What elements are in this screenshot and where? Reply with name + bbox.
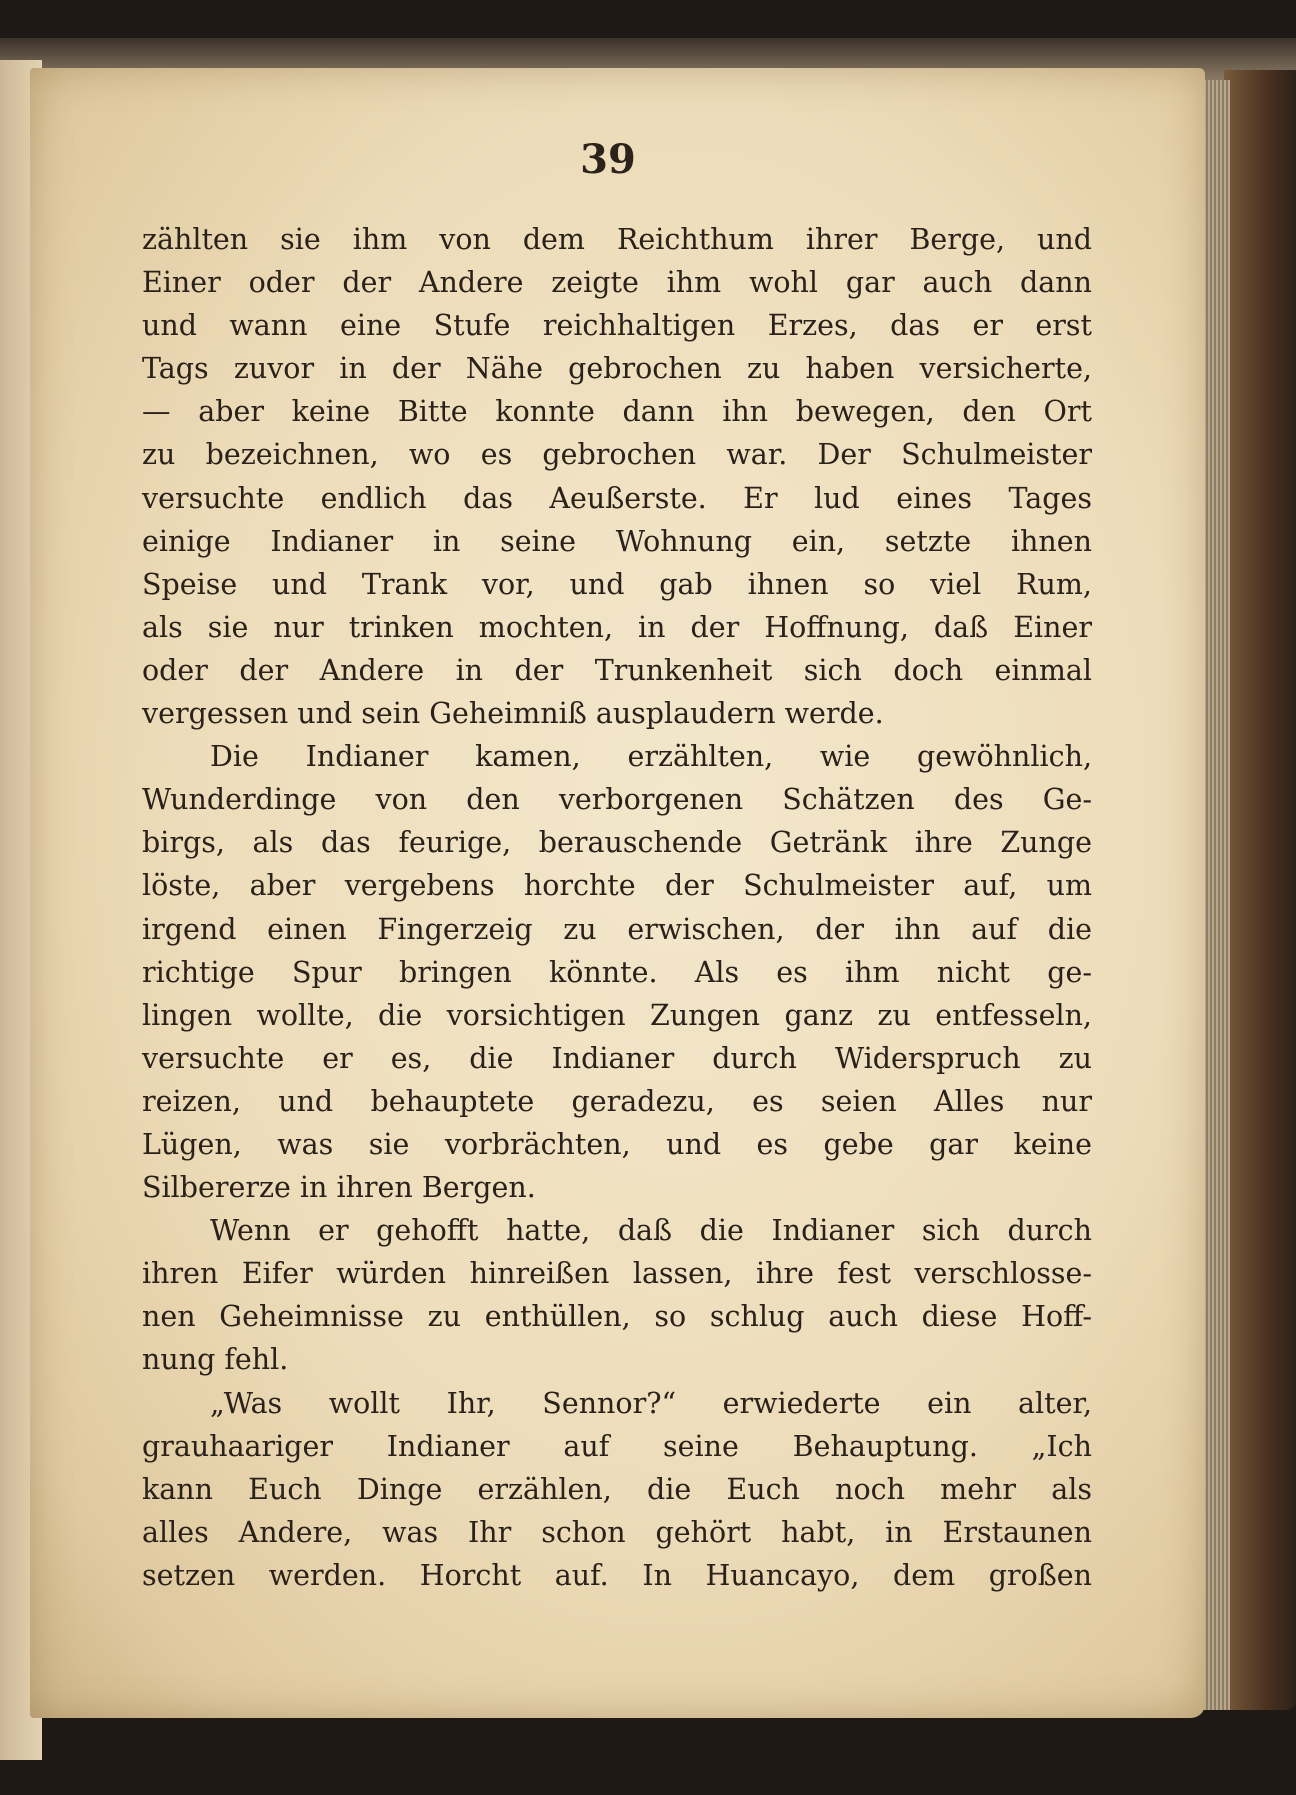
text-line: versuchte endlich das Aeußerste. Er lud eines Tages [142, 481, 1092, 515]
text-line: oder der Andere in der Trunkenheit sich doch einmal [142, 653, 1092, 687]
text-line: setzen werden. Horcht auf. In Huancayo, dem großen [142, 1558, 1092, 1592]
text-line: Wenn er gehofft hatte, daß die Indianer sich durch [210, 1214, 1092, 1248]
text-line: als sie nur trinken mochten, in der Hoffnung, daß Einer [142, 610, 1092, 644]
text-line: lingen wollte, die vorsichtigen Zungen ganz zu entfesseln, [142, 998, 1092, 1032]
text-line: Die Indianer kamen, erzählten, wie gewöhnlich, [210, 740, 1092, 774]
text-line: versuchte er es, die Indianer durch Widerspruch zu [142, 1041, 1092, 1075]
text-line: Einer oder der Andere zeigte ihm wohl gar auch dann [142, 266, 1092, 300]
text-line: zählten sie ihm von dem Reichthum ihrer Berge, und [142, 223, 1092, 256]
text-line: zu bezeichnen, wo es gebrochen war. Der Schulmeister [142, 438, 1092, 472]
text-line: irgend einen Fingerzeig zu erwischen, der ihn auf die [142, 912, 1092, 946]
text-line: Tags zuvor in der Nähe gebrochen zu haben versicherte, [142, 352, 1092, 386]
text-line: einige Indianer in seine Wohnung ein, setzte ihnen [142, 524, 1092, 558]
text-line: richtige Spur bringen könnte. Als es ihm nicht ge- [142, 955, 1092, 989]
text-line: Silbererze in ihren Bergen. [142, 1171, 536, 1205]
text-line: kann Euch Dinge erzählen, die Euch noch mehr als [142, 1472, 1092, 1506]
text-line: birgs, als das feurige, berauschende Getränk ihre Zunge [142, 826, 1092, 860]
text-line: nung fehl. [142, 1343, 289, 1377]
text-line: Lügen, was sie vorbrächten, und es gebe gar keine [142, 1127, 1092, 1161]
text-line: reizen, und behauptete geradezu, es seien Alles nur [142, 1084, 1092, 1118]
text-line: — aber keine Bitte konnte dann ihn bewegen, den Ort [142, 395, 1092, 429]
page-number: 39 [580, 136, 636, 183]
book-cover-edge [1224, 70, 1296, 1710]
text-line: Wunderdinge von den verborgenen Schätzen des Ge- [142, 783, 1092, 817]
text-line: Speise und Trank vor, und gab ihnen so viel Rum, [142, 567, 1092, 601]
text-line: vergessen und sein Geheimniß ausplaudern werde. [142, 697, 884, 731]
text-line: und wann eine Stufe reichhaltigen Erzes, das er erst [142, 309, 1092, 343]
body-text [142, 218, 1092, 1597]
text-line: ihren Eifer würden hinreißen lassen, ihre fest verschlosse- [142, 1257, 1092, 1291]
text-line: löste, aber vergebens horchte der Schulmeister auf, um [142, 869, 1092, 903]
text-line: alles Andere, was Ihr schon gehört habt, in Erstaunen [142, 1515, 1092, 1549]
text-line: „Was wollt Ihr, Sennor?“ erwiederte ein alter, [210, 1386, 1092, 1420]
text-line: nen Geheimnisse zu enthüllen, so schlug auch diese Hoff- [142, 1300, 1092, 1334]
text-line: grauhaariger Indianer auf seine Behauptung. „Ich [142, 1429, 1092, 1463]
